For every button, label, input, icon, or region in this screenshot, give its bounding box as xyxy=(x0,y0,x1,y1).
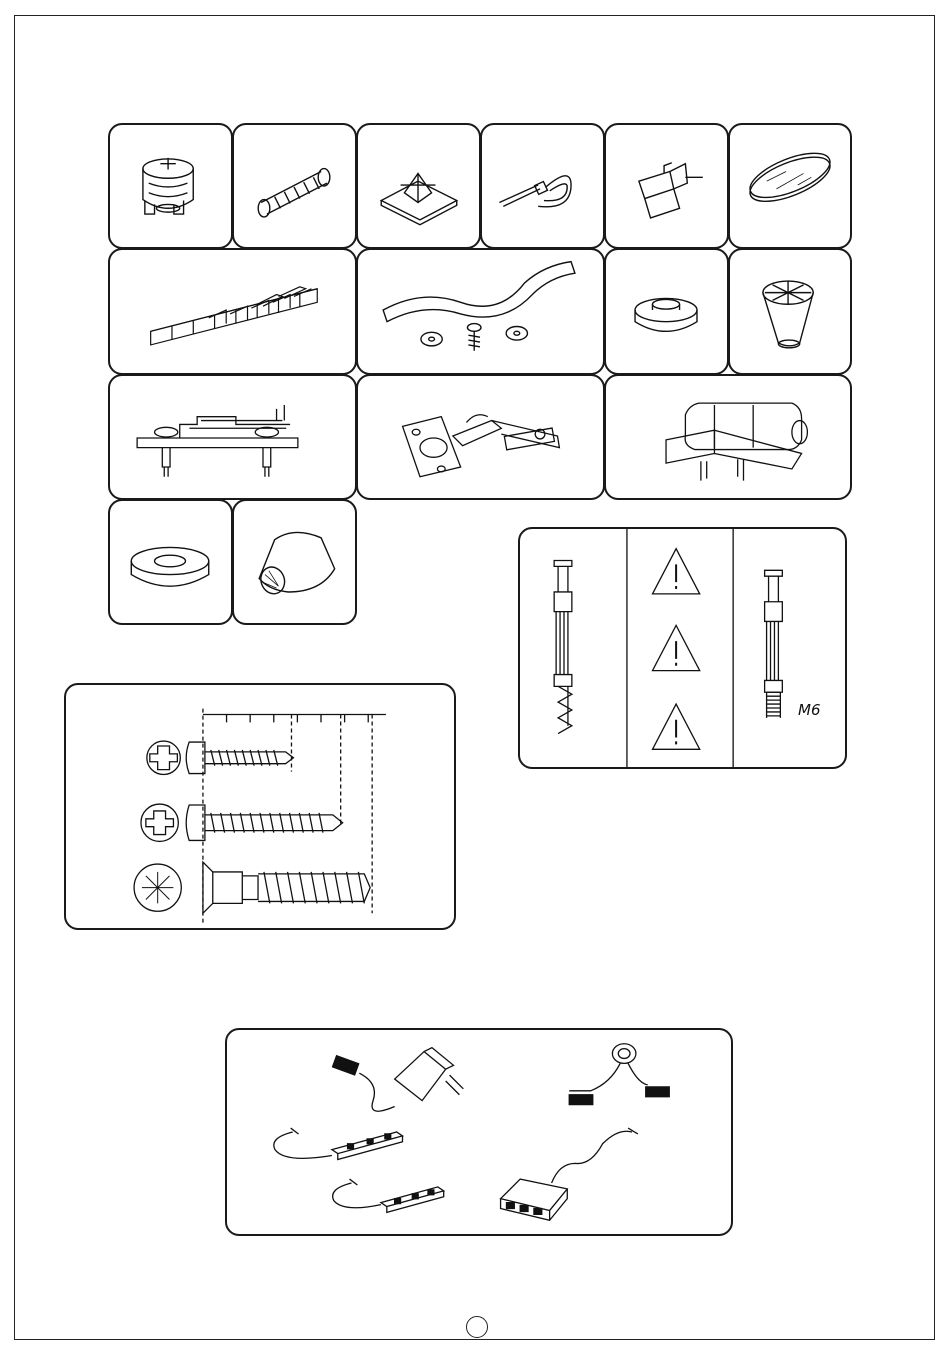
touch-switch-icon xyxy=(569,1044,669,1105)
warning-triangle-icon xyxy=(653,625,700,670)
cable-tie-mount-icon xyxy=(356,123,481,249)
cable-tie-icon xyxy=(480,123,605,249)
rubber-ring-icon xyxy=(108,499,233,625)
led-strip-light-icon xyxy=(333,1179,444,1212)
long-screw-icon xyxy=(141,804,343,841)
short-screw-icon xyxy=(147,741,294,774)
led-kit-panel xyxy=(225,1028,733,1236)
led-distributor-icon xyxy=(501,1128,638,1220)
warning-triangle-icon xyxy=(653,704,700,749)
tapered-leg-foot-icon xyxy=(728,248,852,375)
concealed-hinge-icon xyxy=(356,374,605,500)
thread-size-label: M6 xyxy=(798,701,821,719)
felt-pad-icon xyxy=(728,123,852,249)
page-number xyxy=(466,1316,488,1338)
metal-strap-with-screw-and-washers-icon xyxy=(356,248,605,375)
led-strip-light-icon xyxy=(274,1128,403,1159)
connector-bolt-wood-thread-icon xyxy=(554,560,572,733)
washer-spacer-icon xyxy=(604,248,729,375)
connector-bolt-m6-icon xyxy=(765,570,783,718)
connector-bolts-panel xyxy=(518,527,847,769)
shelf-support-clip-icon xyxy=(604,123,729,249)
warning-triangle-icon xyxy=(653,549,700,594)
furniture-glide-cap-icon xyxy=(232,499,357,625)
drawer-runner-bracket-icon xyxy=(108,374,357,500)
wooden-dowel-icon xyxy=(232,123,357,249)
confirmat-screw-icon xyxy=(134,862,370,913)
flap-hinge-icon xyxy=(604,374,852,500)
cam-lock-icon xyxy=(108,123,233,249)
power-adapter-icon xyxy=(333,1048,464,1112)
screw-gauge-panel xyxy=(64,683,456,930)
leveling-wedge-icon xyxy=(108,248,357,375)
